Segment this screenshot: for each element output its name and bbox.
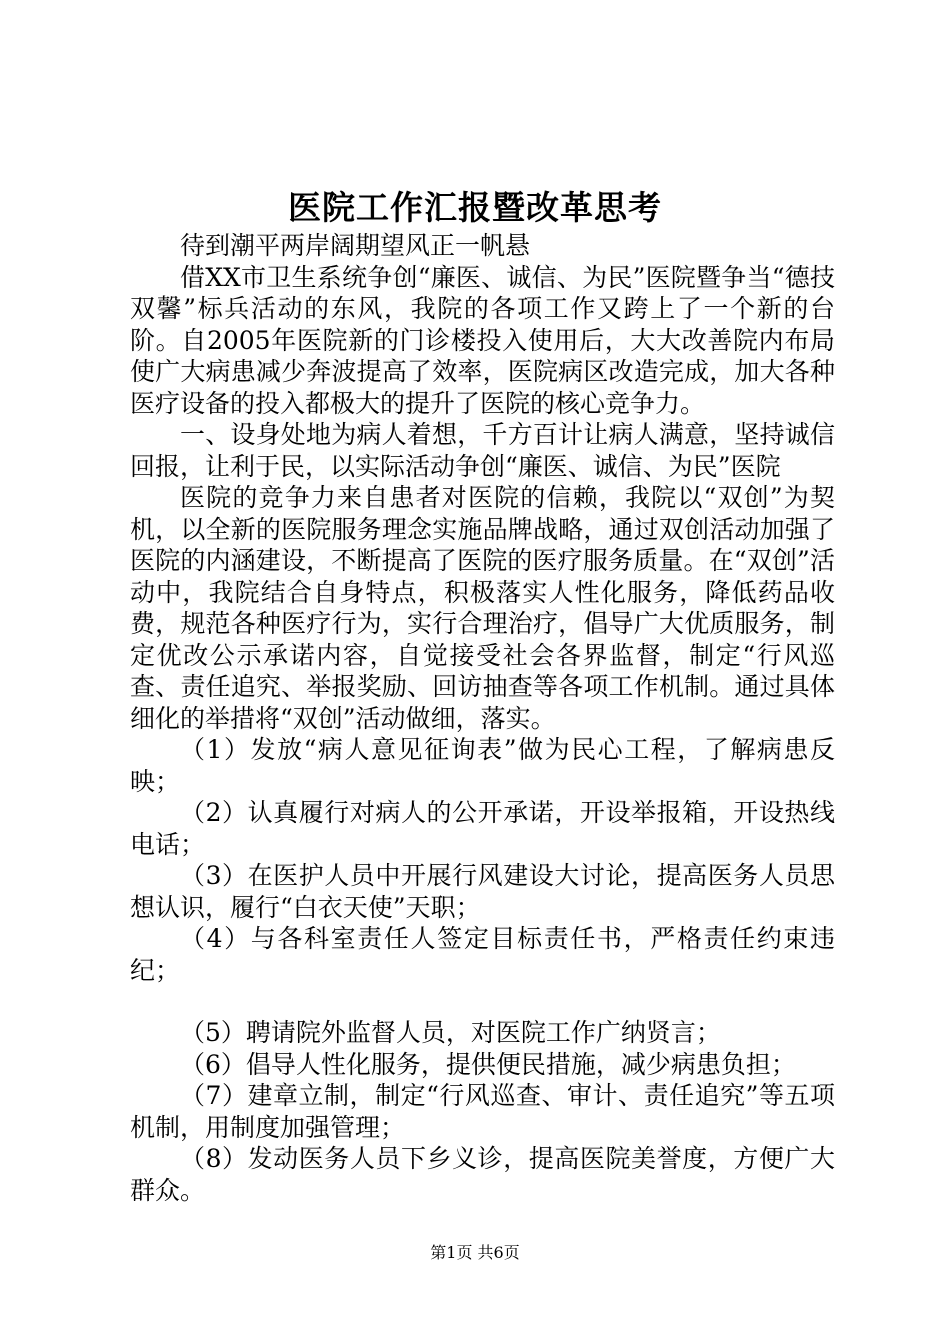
list-item-7: （7）建章立制，制定“行风巡查、审计、责任追究”等五项机制，用制度加强管理； <box>130 1081 835 1142</box>
list-item-1: （1）发放“病人意见征询表”做为民心工程，了解病患反映； <box>130 735 835 796</box>
paragraph-section-heading: 一、设身处地为病人着想，千方百计让病人满意，坚持诚信回报，让利于民，以实际活动争创“廉医、诚信、为民”医院 <box>130 420 835 481</box>
list-item-4: （4）与各科室责任人签定目标责任书，严格责任约束违纪； <box>130 924 835 985</box>
document-title: 医院工作汇报暨改革思考 <box>288 188 662 227</box>
page-number: 第1页 共6页 <box>430 1243 520 1262</box>
paragraph-subtitle: 待到潮平两岸阔期望风正一帆悬 <box>180 231 531 260</box>
list-item-2: （2）认真履行对病人的公开承诺，开设举报箱，开设热线电话； <box>130 798 835 859</box>
blank-line <box>130 986 835 1017</box>
list-item-8: （8）发动医务人员下乡义诊，提高医院美誉度，方便广大群众。 <box>130 1144 835 1205</box>
list-item-6: （6）倡导人性化服务，提供便民措施，减少病患负担； <box>180 1049 796 1079</box>
list-item-3: （3）在医护人员中开展行风建设大讨论，提高医务人员思想认识，履行“白衣天使”天职； <box>130 861 835 922</box>
document-body <box>130 230 835 1206</box>
paragraph-intro: 借XX市卫生系统争创“廉医、诚信、为民”医院暨争当“德技双馨”标兵活动的东风，我院的各项工作又跨上了一个新的台阶。自2005年医院新的门诊楼投入使用后，大大改善院内布局使广大病患减少奔波提高了效率，医院病区改造完成，加大各种医疗设备的投入都极大的提升了医院的核心竞争力。 <box>130 262 835 418</box>
paragraph-section-body: 医院的竞争力来自患者对医院的信赖，我院以“双创”为契机，以全新的医院服务理念实施品牌战略，通过双创活动加强了医院的内涵建设，不断提高了医院的医疗服务质量。在“双创”活动中，我院结合自身特点，积极落实人性化服务，降低药品收费，规范各种医疗行为，实行合理治疗，倡导广大优质服务，制定优改公示承诺内容，自觉接受社会各界监督，制定“行风巡查、责任追究、举报奖励、回访抽查等各项工作机制。通过具体细化的举措将“双创”活动做细，落实。 <box>130 483 835 733</box>
list-item-5: （5）聘请院外监督人员，对医院工作广纳贤言； <box>180 1018 721 1047</box>
